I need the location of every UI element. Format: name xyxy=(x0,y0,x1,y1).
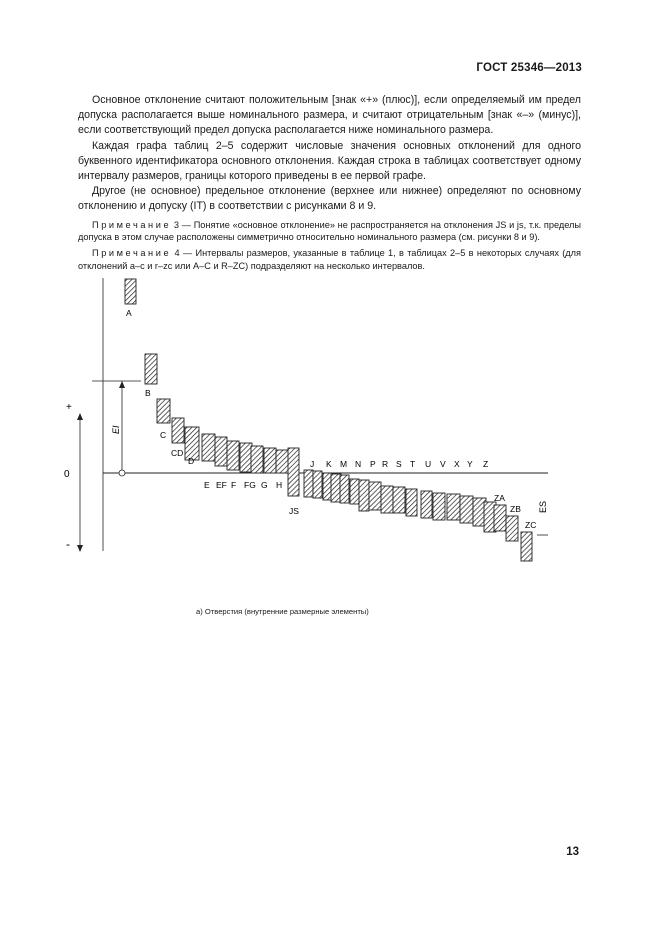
tolerance-zone-bar xyxy=(421,491,432,518)
tolerance-zone-bar xyxy=(276,450,289,473)
deviation-label: F xyxy=(231,480,237,490)
tolerance-zone-bar xyxy=(202,434,215,461)
deviation-label: A xyxy=(126,308,132,318)
origin-marker xyxy=(119,470,125,476)
deviation-label: ZB xyxy=(510,504,521,514)
tolerance-zone-bar xyxy=(340,475,349,503)
deviation-label: H xyxy=(276,480,283,490)
tolerance-zone-bar xyxy=(331,474,341,502)
deviation-label: X xyxy=(454,459,460,469)
tolerance-zone-bar xyxy=(369,482,381,510)
tolerance-zone-bar xyxy=(359,480,369,511)
deviation-label: N xyxy=(355,459,362,469)
tolerance-zone-bar xyxy=(288,448,299,496)
note-text: — Понятие «основное отклонение» не распространяется на отклонения JS и js, т.к. пределы допуска в этом случае расположены симметрично относительно номинального размера (см. рисунки 8 и 9). xyxy=(78,219,581,243)
figure-caption: а) Отверстия (внутренние размерные элементы) xyxy=(196,607,369,616)
paragraph: Другое (не основное) предельное отклонение (верхнее или нижнее) определяют по основному отклонению и допуску (IT) в соответствии с рисунками 8 и 9. xyxy=(78,185,581,213)
note-text: — Интервалы размеров, указанные в таблице 1, в таблицах 2–5 в некоторых случаях (для отклонений a–c и r–zc или A–C и R–ZC) подразделяют на несколько интервалов. xyxy=(78,248,582,271)
deviation-label: M xyxy=(340,459,348,469)
tolerance-zone-bar xyxy=(381,486,393,513)
tolerance-zone-bar xyxy=(506,516,518,541)
tolerance-zone-bar xyxy=(521,532,532,561)
deviation-label: V xyxy=(440,459,446,469)
deviation-label: J xyxy=(310,459,315,469)
paragraph: Каждая графа таблиц 2–5 содержит числовые значения основных отклонений для одного буквенного идентификатора основного отклонения. Каждая строка в таблицах соответствует одному интервалу размеров, границы которого приведены в ее первой графе. xyxy=(78,139,581,183)
deviation-label: K xyxy=(326,459,332,469)
zero-label: 0 xyxy=(64,469,70,480)
deviation-label: Y xyxy=(467,459,473,469)
plus-label: + xyxy=(66,402,72,413)
tolerance-zone-bar xyxy=(157,399,170,423)
tolerance-zone-bar xyxy=(350,479,359,504)
body-text xyxy=(78,93,581,272)
deviation-label: P xyxy=(370,459,376,469)
deviation-label: FG xyxy=(244,480,256,490)
tolerance-zone-bar xyxy=(460,496,473,523)
deviation-label: B xyxy=(145,388,151,398)
tolerance-zone-bar xyxy=(393,487,405,513)
note-4 xyxy=(78,247,581,272)
tolerance-zone-bar xyxy=(145,354,157,384)
deviation-label: EF xyxy=(216,480,227,490)
tolerance-zone-bar xyxy=(125,279,136,304)
note-label: Примечание xyxy=(92,248,172,259)
page-number: 13 xyxy=(566,846,579,858)
deviation-label: ZA xyxy=(494,493,505,503)
paragraph: Основное отклонение считают положительным [знак «+» (плюс)], если определяемый им предел допуска располагается выше номинального размера, и считают отрицательным [знак «–» (минус)], если соответствующий предел допуска располагается ниже номинального размера. xyxy=(78,94,581,137)
note-3 xyxy=(78,219,581,244)
deviation-label: R xyxy=(382,459,389,469)
deviation-label: D xyxy=(188,456,195,466)
tolerance-zone-bar xyxy=(433,493,445,520)
tolerance-zone-bar xyxy=(240,443,252,472)
tolerance-zone-bar xyxy=(447,494,460,520)
tolerance-zone-bar xyxy=(313,471,322,498)
tolerance-zone-bar xyxy=(251,446,263,473)
note-number: 4 xyxy=(174,248,180,259)
tolerance-zone-bar xyxy=(406,489,417,516)
minus-label: - xyxy=(66,537,70,551)
deviation-label: C xyxy=(160,430,167,440)
deviation-label: JS xyxy=(289,506,299,516)
deviation-label: E xyxy=(204,480,210,490)
note-label: Примечание xyxy=(92,219,172,230)
es-label: ES xyxy=(538,500,548,513)
deviation-diagram xyxy=(0,270,661,570)
tolerance-zone-bar xyxy=(304,470,313,497)
tolerance-zone-bar xyxy=(215,437,227,466)
deviation-label: U xyxy=(425,459,432,469)
tolerance-zone-bar xyxy=(172,418,184,443)
tolerance-zone-bar xyxy=(227,441,239,470)
deviation-label: G xyxy=(261,480,268,490)
deviation-label: CD xyxy=(171,448,184,458)
ei-label: EI xyxy=(111,425,121,434)
document-header: ГОСТ 25346—2013 xyxy=(476,62,582,74)
deviation-label: ZC xyxy=(525,520,537,530)
note-number: 3 xyxy=(173,219,180,230)
deviation-label: S xyxy=(396,459,402,469)
deviation-label: Z xyxy=(483,459,489,469)
tolerance-zone-bar xyxy=(264,448,276,473)
deviation-label: T xyxy=(410,459,416,469)
tolerance-zone-bar xyxy=(494,505,506,531)
